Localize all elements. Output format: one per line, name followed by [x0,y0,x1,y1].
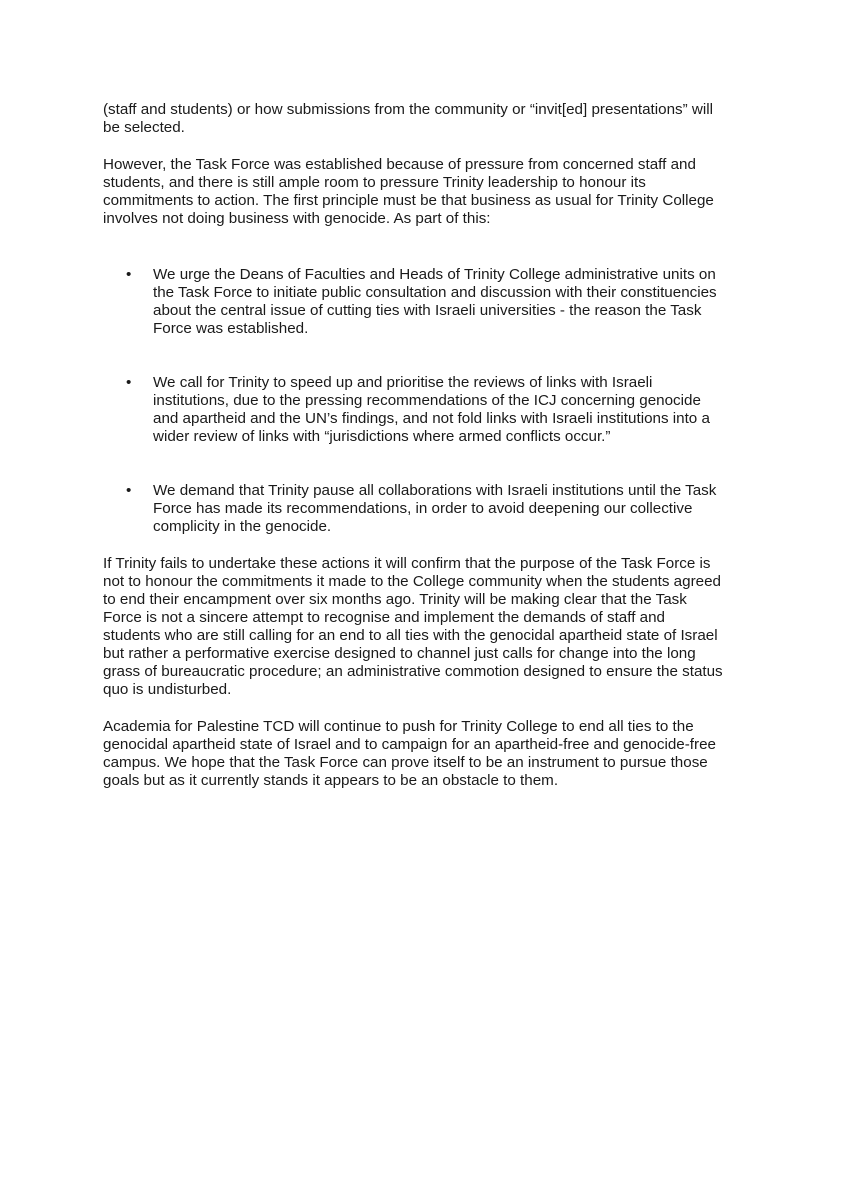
bullet-marker: • [126,482,132,499]
bullet-text: We urge the Deans of Faculties and Heads of Trinity College administrative units on the Task Force to initiate public consultation and discussion with their constituencies about the central issue of cutting ties with Israeli universities - the reason the Task Force was established. [153,266,717,337]
bullet-item-reviews [103,374,753,446]
document-page [103,101,753,790]
intro-paragraph: (staff and students) or how submissions from the community or “invit[ed] presentations” will be selected. [103,101,713,136]
bullet-marker: • [126,266,132,283]
however-paragraph: However, the Task Force was established because of pressure from concerned staff and students, and there is still ample room to pressure Trinity leadership to honour its commitments to action. The first principle must be that business as usual for Trinity College involves not doing business with genocide. As part of this: [103,156,714,227]
bullet-marker: • [126,374,132,391]
bullet-text: We call for Trinity to speed up and prioritise the reviews of links with Israeli institutions, due to the pressing recommendations of the ICJ concerning genocide and apartheid and the UN’s findings, and not fold links with Israeli institutions into a wider review of links with “jurisdictions where armed conflicts occur.” [153,374,710,445]
bullet-text: We demand that Trinity pause all collaborations with Israeli institutions until the Task Force has made its recommendations, in order to avoid deepening our collective complicity in the genocide. [153,482,717,535]
bullet-item-pause [103,482,753,536]
failure-paragraph: If Trinity fails to undertake these actions it will confirm that the purpose of the Task Force is not to honour the commitments it made to the College community when the students agreed to end their encampment over six months ago. Trinity will be making clear that the Task Force is not a sincere attempt to recognise and implement the demands of staff and students who are still calling for an end to all ties with the genocidal apartheid state of Israel but rather a performative exercise designed to channel just calls for change into the long grass of bureaucratic procedure; an administrative commotion designed to ensure the status quo is undisturbed. [103,555,723,698]
bullet-item-consultation [103,266,753,338]
closing-paragraph: Academia for Palestine TCD will continue to push for Trinity College to end all ties to the genocidal apartheid state of Israel and to campaign for an apartheid-free and genocide-free campus. We hope that the Task Force can prove itself to be an instrument to pursue those goals but as it currently stands it appears to be an obstacle to them. [103,718,716,789]
